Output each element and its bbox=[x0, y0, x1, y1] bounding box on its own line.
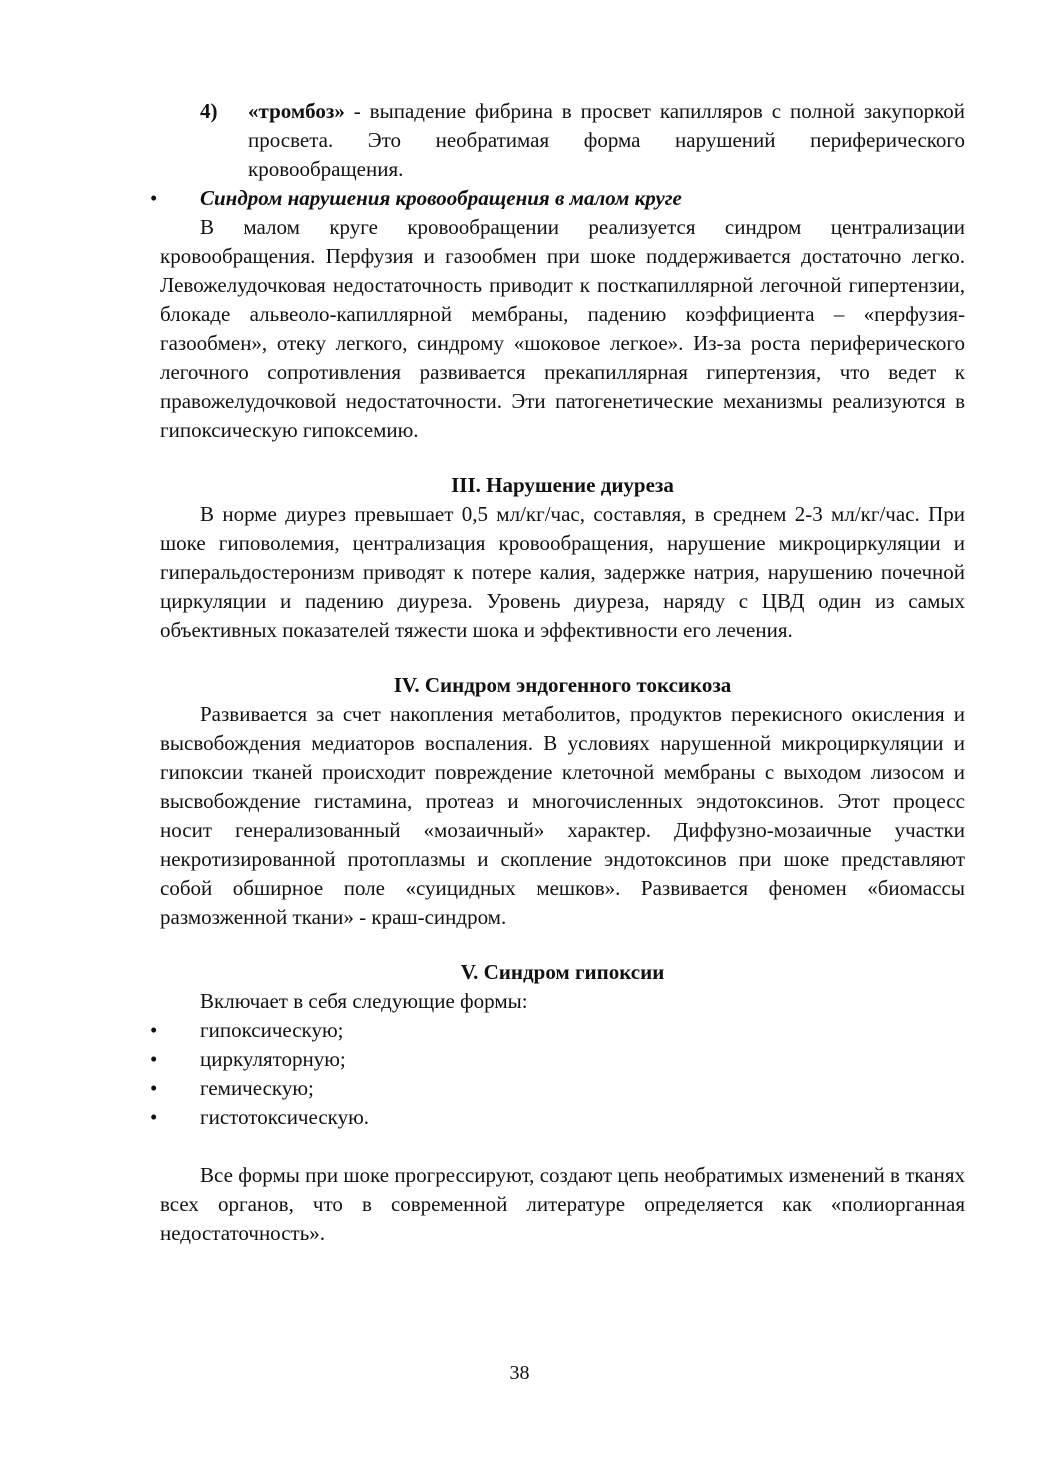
section-5-conclusion: Все формы при шоке прогрессируют, создают цепь необратимых изменений в тканях всех органов, что в современной литературе определяется как «полиорганная недостаточность». bbox=[160, 1163, 965, 1245]
bullet: • bbox=[150, 186, 158, 210]
section-4-paragraph: Развивается за счет накопления метаболитов, продуктов перекисного окисления и высвобождения медиаторов воспаления. В условиях нарушенной микроциркуляции и гипоксии тканей происходит повреждение клеточной мембраны с выходом лизосом и высвобождение гистамина, протеаз и многочисленных эндотоксинов. Этот процесс носит генерализованный «мозаичный» характер. Диффузно-мозаичные участки некротизированной протоплазмы и скопление эндотоксинов при шоке представляют собой обширное поле «суицидных мешков». Развивается феномен «биомассы размозженной ткани» - краш-синдром. bbox=[160, 702, 965, 929]
bullet: • bbox=[150, 1076, 158, 1100]
bullet: • bbox=[150, 1018, 158, 1042]
small-circle-heading: Синдром нарушения кровообращения в малом круге bbox=[200, 186, 682, 210]
bullet: • bbox=[150, 1105, 158, 1129]
page-number: 38 bbox=[509, 1362, 530, 1384]
hypoxia-forms-list bbox=[150, 1016, 965, 1132]
list-item: • гемическую; bbox=[160, 1074, 965, 1103]
page-text bbox=[150, 97, 965, 1248]
small-circle-heading-row bbox=[150, 184, 965, 213]
section-5-intro: Включает в себя следующие формы: bbox=[200, 989, 528, 1013]
section-3-title: III. Нарушение диуреза bbox=[451, 473, 674, 497]
bullet: • bbox=[150, 1047, 158, 1071]
section-4-title: IV. Синдром эндогенного токсикоза bbox=[393, 673, 732, 697]
list-item: • циркуляторную; bbox=[160, 1045, 965, 1074]
term-thrombosis: «тромбоз» bbox=[248, 99, 345, 123]
small-circle-paragraph: В малом круге кровообращении реализуется синдром централизации кровообращения. Перфузия и газообмен при шоке поддерживается достаточно легко. Левожелудочковая недостаточность приводит к посткапиллярной легочной гипертензии, блокаде альвеоло-капиллярной мембраны, падению коэффициента – «перфузия-газообмен», отеку легкого, синдрому «шоковое легкое». Из-за роста периферического легочного сопротивления развивается прекапиллярная гипертензия, что ведет к правожелудочковой недостаточности. Эти патогенетические механизмы реализуются в гипоксическую гипоксемию. bbox=[160, 215, 965, 442]
list-number: 4) bbox=[200, 99, 218, 123]
list-item-thrombosis bbox=[160, 97, 965, 184]
thrombosis-definition: - выпадение фибрина в просвет капилляров с полной закупоркой просвета. Это необратимая форма нарушений периферического кровообращения. bbox=[248, 99, 965, 181]
section-5-title: V. Синдром гипоксии bbox=[460, 960, 665, 984]
list-item: • гипоксическую; bbox=[160, 1016, 965, 1045]
section-3-paragraph: В норме диурез превышает 0,5 мл/кг/час, составляя, в среднем 2-3 мл/кг/час. При шоке гиповолемия, централизация кровообращения, нарушение микроциркуляции и гиперальдостеронизм приводят к потере калия, задержке натрия, нарушению почечной циркуляции и падению диуреза. Уровень диуреза, наряду с ЦВД один из самых объективных показателей тяжести шока и эффективности его лечения. bbox=[160, 502, 965, 642]
list-item: • гистотоксическую. bbox=[160, 1103, 965, 1132]
